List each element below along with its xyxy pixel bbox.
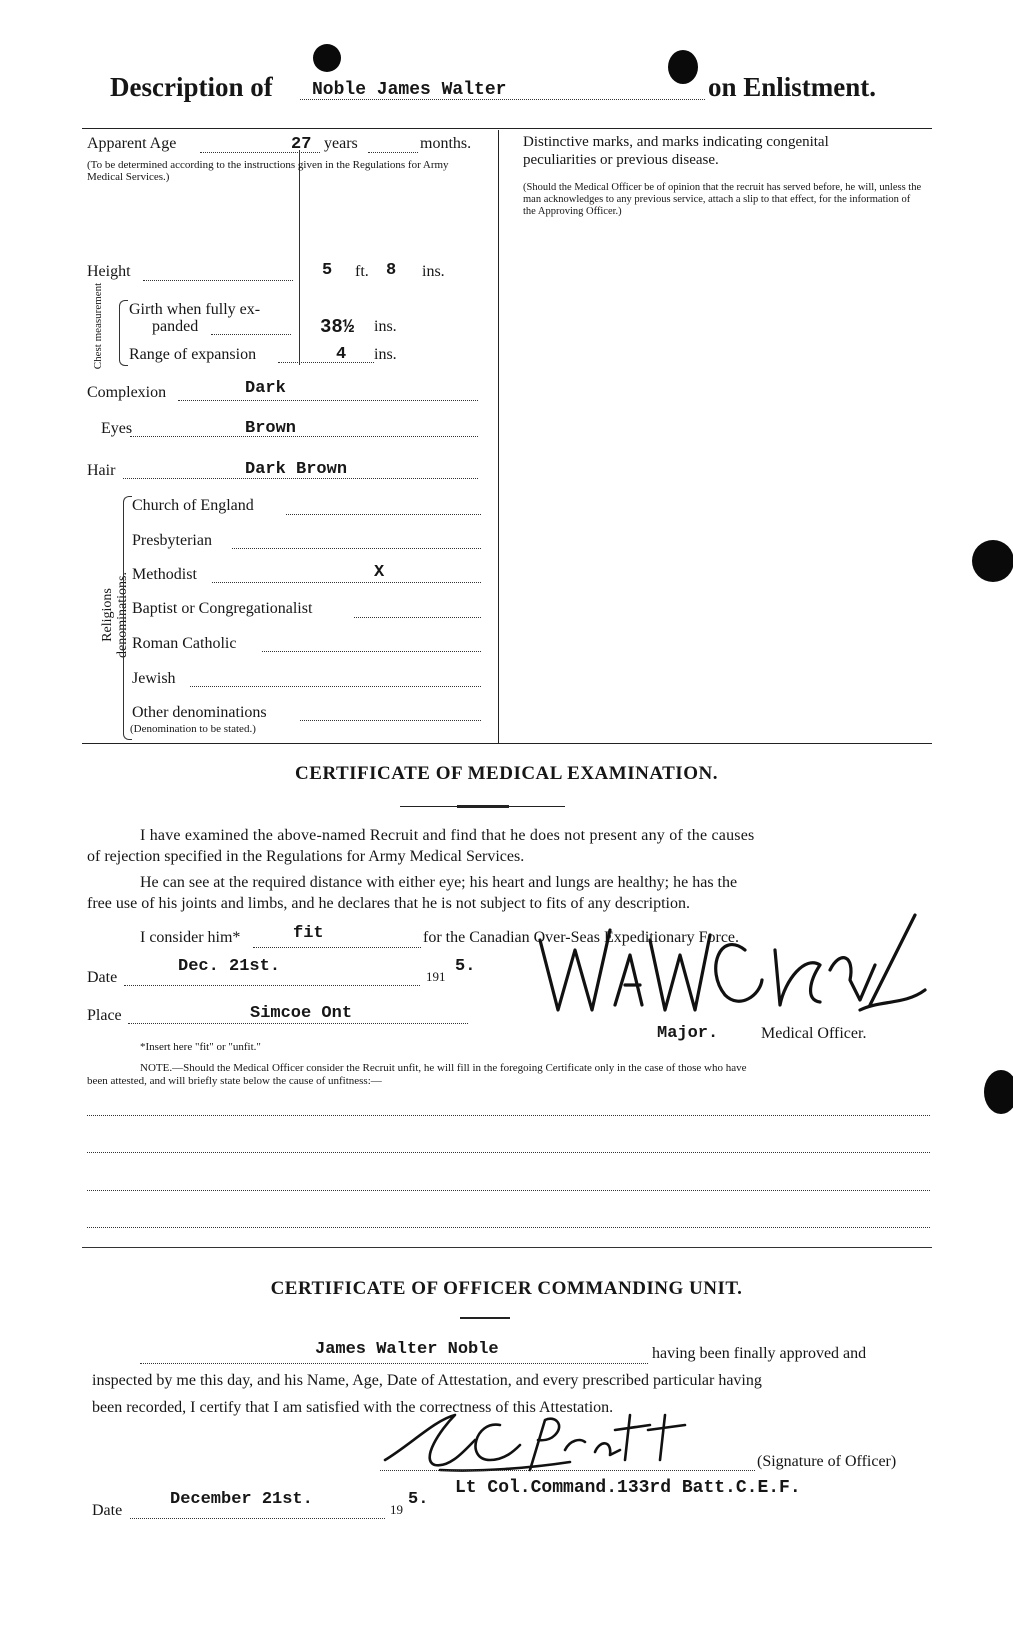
- top-rule: [82, 128, 932, 129]
- marks-note: (Should the Medical Officer be of opinion that the recruit has served before, he will, unless the man acknowledges to any previous service, attach a slip to that effect, for the information of the Approving Officer.): [523, 182, 922, 217]
- dotted-rule: [253, 947, 421, 948]
- dotted-rule: [380, 1470, 755, 1471]
- commanding-year-suffix: 5.: [408, 1490, 429, 1509]
- commanding-officer-signature: [380, 1400, 740, 1480]
- dotted-rule: [262, 651, 481, 652]
- commanding-line3: been recorded, I certify that I am satisfied with the correctness of this Attestation.: [92, 1399, 614, 1416]
- header-prefix: Description of: [110, 72, 273, 102]
- complexion-label: Complexion: [87, 384, 167, 401]
- unfitness-line: [87, 1115, 930, 1116]
- commanding-title-rule: [460, 1317, 510, 1319]
- medical-date-value: Dec. 21st.: [178, 957, 281, 976]
- dotted-rule: [368, 152, 418, 153]
- denomination-note: (Denomination to be stated.): [130, 723, 256, 735]
- religion-label: Roman Catholic: [132, 635, 237, 652]
- dotted-rule: [128, 1023, 468, 1024]
- chest-side-label: Chest measurement: [92, 282, 104, 370]
- age-value: 27: [291, 135, 312, 154]
- medical-para2-line2: free use of his joints and limbs, and he declares that he is not subject to fits of any description.: [87, 895, 690, 912]
- commanding-title: CERTIFICATE OF OFFICER COMMANDING UNIT.: [270, 1278, 743, 1299]
- religion-label: Other denominations: [132, 704, 267, 721]
- commanding-officer-title: Lt Col.Command.133rd Batt.C.E.F.: [455, 1478, 801, 1498]
- religion-mark: X: [374, 563, 385, 582]
- unfitness-line: [87, 1190, 930, 1191]
- height-label: Height: [87, 263, 131, 280]
- medical-officer-rank: Major.: [657, 1024, 719, 1043]
- years-label: years: [324, 135, 358, 152]
- consider-label: I consider him*: [140, 929, 241, 946]
- eyes-label: Eyes: [101, 420, 133, 437]
- punch-hole: [668, 50, 698, 84]
- unfitness-line: [87, 1152, 930, 1153]
- unfitness-line: [87, 1227, 930, 1228]
- section-rule: [82, 1247, 932, 1248]
- medical-title-rule-bold: [457, 805, 509, 808]
- girth-ins-label: ins.: [374, 318, 397, 335]
- religions-side-label: Religions denominations.: [100, 572, 130, 658]
- dotted-rule: [143, 280, 293, 281]
- religion-label: Baptist or Congregationalist: [132, 600, 313, 617]
- dotted-rule: [124, 985, 420, 986]
- hair-label: Hair: [87, 462, 116, 479]
- months-label: months.: [420, 135, 472, 152]
- dotted-rule: [178, 400, 478, 401]
- religion-label: Methodist: [132, 566, 197, 583]
- dotted-rule: [300, 720, 481, 721]
- height-ft-value: 5: [322, 261, 333, 280]
- commanding-year-prefix: 19: [390, 1502, 403, 1517]
- medical-para1-line1: I have examined the above-named Recruit and find that he does not present any of the causes: [140, 827, 755, 844]
- dotted-rule: [232, 548, 481, 549]
- commanding-recruit-name: James Walter Noble: [315, 1340, 499, 1359]
- fit-value: fit: [293, 924, 324, 943]
- insert-note: *Insert here "fit" or "unfit.": [140, 1041, 261, 1053]
- eyes-value: Brown: [245, 419, 297, 438]
- punch-hole: [972, 540, 1013, 582]
- age-label: Apparent Age: [87, 135, 177, 152]
- medical-officer-signature: [530, 910, 950, 1030]
- dotted-rule: [286, 514, 481, 515]
- age-note: (To be determined according to the instructions given in the Regulations for Army Medical Services.): [87, 159, 449, 183]
- unfit-note-line2: been attested, and will briefly state below the cause of unfitness:—: [87, 1075, 382, 1087]
- punch-hole: [984, 1070, 1013, 1114]
- height-in-value: 8: [386, 261, 397, 280]
- girth-label: Girth when fully ex-: [129, 301, 261, 318]
- ft-label: ft.: [355, 263, 369, 280]
- marks-heading: Distinctive marks, and marks indicating congenital: [523, 134, 829, 150]
- range-ins-label: ins.: [374, 346, 397, 363]
- punch-hole: [313, 44, 341, 72]
- chest-brace: [119, 300, 128, 366]
- commanding-date-label: Date: [92, 1502, 123, 1519]
- medical-para1-line2: of rejection specified in the Regulations for Army Medical Services.: [87, 848, 525, 865]
- dotted-rule: [130, 1518, 385, 1519]
- header-recruit-name: Noble James Walter: [312, 80, 507, 100]
- range-label: Range of expansion: [129, 346, 257, 363]
- height-ins-label: ins.: [422, 263, 445, 280]
- dotted-rule: [140, 1363, 648, 1364]
- dotted-rule: [211, 334, 291, 335]
- signature-of-officer-label: (Signature of Officer): [757, 1453, 897, 1470]
- medical-date-label: Date: [87, 969, 118, 986]
- commanding-line1-tail: having been finally approved and: [652, 1345, 867, 1362]
- hair-value: Dark Brown: [245, 460, 348, 479]
- complexion-value: Dark: [245, 379, 286, 398]
- religion-bracket: [123, 496, 132, 740]
- medical-year-suffix: 5.: [455, 957, 476, 976]
- dotted-rule: [212, 582, 481, 583]
- marks-heading-cont: peculiarities or previous disease.: [523, 152, 719, 168]
- medical-title: CERTIFICATE OF MEDICAL EXAMINATION.: [295, 763, 718, 784]
- religion-label: Church of England: [132, 497, 254, 514]
- unfit-note-line1: NOTE.—Should the Medical Officer consider the Recruit unfit, he will fill in the foregoing Certificate only in the case of those who have: [140, 1062, 747, 1074]
- place-label: Place: [87, 1007, 122, 1024]
- girth-label-cont: panded: [152, 318, 199, 335]
- dotted-rule: [278, 362, 374, 363]
- place-value: Simcoe Ont: [250, 1004, 353, 1023]
- for-label: for the Canadian Over-Seas Expeditionary Force.: [423, 929, 740, 946]
- medical-year-prefix: 191: [426, 969, 446, 984]
- girth-value: 38½: [320, 316, 355, 338]
- column-divider: [498, 130, 499, 743]
- commanding-line2: inspected by me this day, and his Name, Age, Date of Attestation, and every prescribed particular having: [92, 1372, 762, 1389]
- bottom-rule: [82, 743, 932, 744]
- range-value: 4: [336, 345, 347, 364]
- medical-officer-label: Medical Officer.: [761, 1025, 867, 1042]
- header-suffix: on Enlistment.: [708, 72, 877, 102]
- commanding-date-value: December 21st.: [170, 1490, 313, 1509]
- dotted-rule: [354, 617, 481, 618]
- religion-label: Presbyterian: [132, 532, 212, 549]
- dotted-rule: [130, 436, 478, 437]
- medical-para2-line1: He can see at the required distance with either eye; his heart and lungs are healthy; he has the: [140, 874, 738, 891]
- religion-label: Jewish: [132, 670, 176, 687]
- dotted-rule: [190, 686, 481, 687]
